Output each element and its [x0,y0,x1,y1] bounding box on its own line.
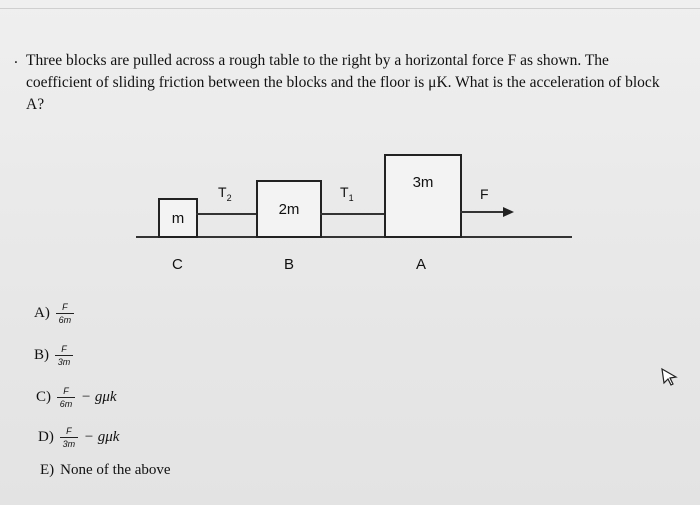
answer-d-friction-term: − gμk [83,429,120,445]
answer-d-fraction [60,426,78,449]
tension-t2-label [218,184,232,203]
block-c [158,198,198,238]
rope-t1 [320,213,384,215]
fraction-denominator: 6m [58,315,72,325]
force-arrow-shaft [460,211,504,213]
block-c-label: C [172,256,183,273]
mouse-cursor-icon [660,367,678,387]
tension-t1-label [340,184,354,203]
tension-t2-symbol: T [218,184,227,200]
answer-c[interactable] [36,386,117,409]
answer-e[interactable] [40,462,171,479]
answer-d-letter: D) [38,429,54,445]
block-b-mass: 2m [278,200,300,218]
page-edge-line [0,8,700,9]
fraction-denominator: 6m [59,399,73,409]
fraction-numerator: F [66,426,72,436]
blocks-diagram [0,140,700,280]
tension-t2-subscript: 2 [226,192,232,203]
answer-a-letter: A) [34,305,50,321]
tension-t1-symbol: T [340,184,349,200]
answer-e-letter: E) [40,462,55,478]
fraction-numerator: F [61,344,67,354]
block-a [384,154,462,238]
answer-a[interactable] [34,302,74,325]
fraction-denominator: 3m [57,357,71,367]
answer-b-letter: B) [34,347,49,363]
fraction-numerator: F [62,302,68,312]
tension-t1-subscript: 1 [348,192,354,203]
fraction-bar [56,313,74,314]
fraction-denominator: 3m [62,439,76,449]
answer-d[interactable] [38,426,119,449]
block-b [256,180,322,238]
answer-c-friction-term: − gμk [81,389,117,405]
table-surface [136,236,572,238]
answer-b-fraction [55,344,73,367]
fraction-bar [57,397,75,398]
block-a-label: A [416,256,427,273]
block-a-mass: 3m [412,173,434,191]
block-b-label: B [284,256,295,273]
question-text: Three blocks are pulled across a rough table to the right by a horizontal force F as shown. The coefficient of sliding friction between the blocks and the floor is μK. What is the acceleration of block A? [26,52,660,113]
fraction-bar [55,355,73,356]
answer-a-fraction [56,302,74,325]
fraction-numerator: F [63,386,69,396]
force-label: F [480,186,489,202]
bullet-dot: . [14,50,18,67]
answer-c-letter: C) [36,389,51,405]
fraction-bar [60,437,78,438]
force-arrow-head [503,207,514,217]
answer-e-text: None of the above [60,462,171,478]
block-c-mass: m [171,209,185,227]
answer-c-fraction [57,386,75,409]
rope-t2 [196,213,256,215]
answer-b[interactable] [34,344,73,367]
